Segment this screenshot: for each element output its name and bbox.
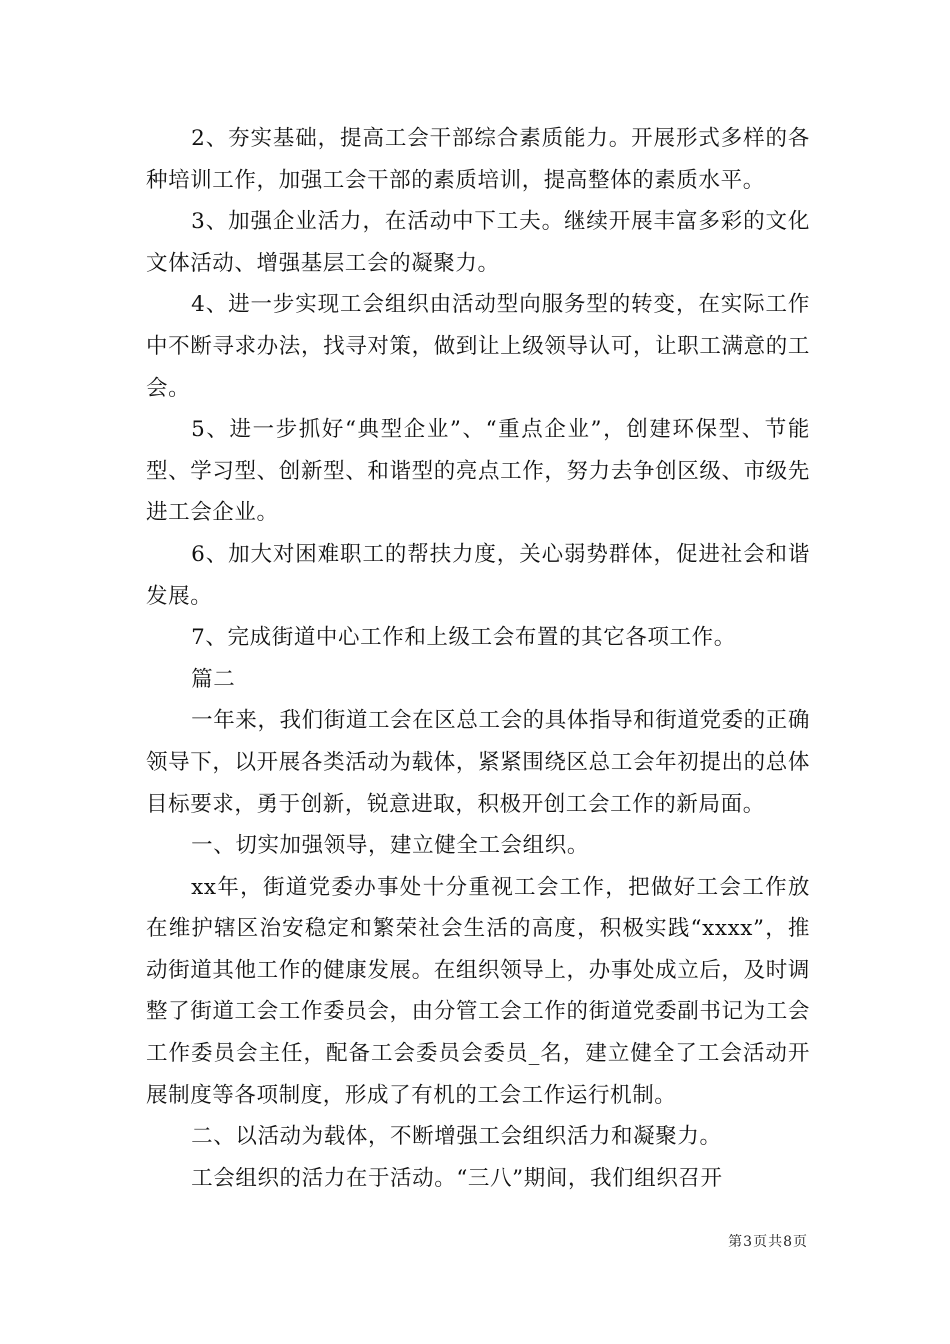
paragraph-organization: xx年，街道党委办事处十分重视工会工作，把做好工会工作放在维护辖区治安稳定和繁荣社会生活的高度，积极实践“xxxx”，推动街道其他工作的健康发展。在组织领导上，办事处成立后，及时调整了街道工会工作委员会，由分管工会工作的街道党委副书记为工会工作委员会主任，配备工会委员会委员_名，建立健全了工会活动开展制度等各项制度，形成了有机的工会工作运行机制。 [146,874,810,1108]
section-heading-pian-er: 篇二 [191,666,236,692]
paragraph-activities: 工会组织的活力在于活动。“三八”期间，我们组织召开 [191,1165,723,1191]
section-heading-two: 二、以活动为载体，不断增强工会组织活力和凝聚力。 [191,1124,722,1150]
page-number-footer: 第3页共8页 [728,1234,808,1250]
paragraph-item-3: 3、加强企业活力，在活动中下工夫。继续开展丰富多彩的文化文体活动、增强基层工会的凝聚力。 [146,209,810,276]
document-body [146,118,810,1199]
paragraph-item-7: 7、完成街道中心工作和上级工会布置的其它各项工作。 [191,625,736,651]
paragraph-item-6: 6、加大对困难职工的帮扶力度，关心弱势群体，促进社会和谐发展。 [146,541,810,609]
paragraph-item-5: 5、进一步抓好“典型企业”、“重点企业”，创建环保型、节能型、学习型、创新型、和谐型的亮点工作，努力去争创区级、市级先进工会企业。 [146,417,810,526]
section-heading-one: 一、切实加强领导，建立健全工会组织。 [191,833,589,859]
paragraph-intro: 一年来，我们街道工会在区总工会的具体指导和街道党委的正确领导下，以开展各类活动为载体，紧紧围绕区总工会年初提出的总体目标要求，勇于创新，锐意进取，积极开创工会工作的新局面。 [146,708,810,817]
paragraph-item-4: 4、进一步实现工会组织由活动型向服务型的转变，在实际工作中不断寻求办法，找寻对策，做到让上级领导认可，让职工满意的工会。 [146,292,810,401]
paragraph-item-2: 2、夯实基础，提高工会干部综合素质能力。开展形式多样的各种培训工作，加强工会干部的素质培训，提高整体的素质水平。 [146,126,810,193]
